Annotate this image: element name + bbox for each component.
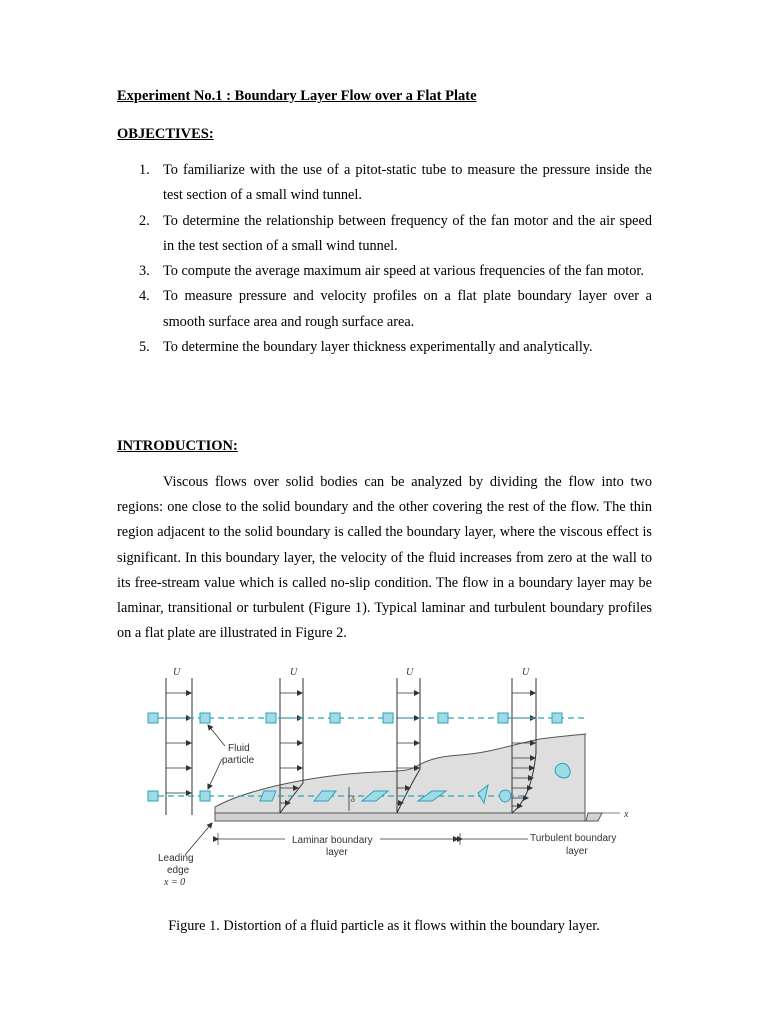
- leading-edge-pointer: [185, 823, 212, 855]
- leading-label: Leading: [158, 853, 194, 864]
- objectives-heading: OBJECTIVES:: [117, 126, 214, 142]
- u-label: U: [406, 667, 414, 678]
- figure-caption: Figure 1. Distortion of a fluid particle as it flows within the boundary layer.: [168, 918, 600, 934]
- list-number: 5.: [139, 339, 150, 356]
- particle-label: particle: [222, 755, 255, 766]
- introduction-heading: INTRODUCTION:: [117, 438, 238, 454]
- fluid-label: Fluid: [228, 743, 250, 754]
- list-item: [117, 335, 652, 360]
- u-label: U: [173, 667, 181, 678]
- list-number: 2.: [139, 212, 150, 229]
- list-number: 3.: [139, 263, 150, 280]
- list-number: 4.: [139, 288, 150, 305]
- list-item-text: To compute the average maximum air speed at various frequencies of the fan motor.: [163, 263, 644, 280]
- velocity-profile-leading: [166, 667, 192, 815]
- document-title: Experiment No.1 : Boundary Layer Flow over a Flat Plate: [117, 88, 477, 104]
- edge-label: edge: [167, 865, 190, 876]
- figure-svg: [140, 663, 640, 893]
- laminar-label-line2: layer: [326, 847, 348, 858]
- laminar-label: Laminar boundary: [292, 835, 373, 846]
- list-item: [117, 158, 652, 209]
- list-item-text: To familiarize with the use of a pitot-static tube to measure the pressure inside the test section of a small wind tunnel.: [163, 162, 652, 204]
- introduction-paragraph: Viscous flows over solid bodies can be analyzed by dividing the flow into two regions: one close to the solid boundary and the other covering the rest of the flow. The thin region adjacent to the solid boundary is called the boundary layer, where the viscous effect is significant. In this boundary layer, the velocity of the fluid increases from zero at the wall to its free-stream value which is called no-slip condition. The flow in a boundary layer may be laminar, transitional or turbulent (Figure 1). Typical laminar and turbulent boundary profiles on a flat plate are illustrated in Figure 2.: [117, 474, 652, 642]
- boundary-layer-figure: [140, 663, 640, 893]
- x-axis-label: x: [624, 809, 629, 820]
- list-item: [117, 284, 652, 335]
- list-item: [117, 209, 652, 260]
- u-label: U: [290, 667, 298, 678]
- plate-end: [586, 813, 602, 821]
- pointer-arrow: [208, 759, 222, 789]
- upper-fluid-particles: [148, 713, 562, 723]
- delta-label: δ: [351, 795, 355, 804]
- list-item-text: To determine the relationship between frequency of the fan motor and the air speed in the test section of a small wind tunnel.: [163, 212, 652, 254]
- pointer-arrow: [208, 725, 225, 746]
- flat-plate: [215, 813, 585, 821]
- list-item: [117, 259, 652, 284]
- x0-label: x = 0: [164, 877, 186, 888]
- u-label: U: [522, 667, 530, 678]
- turbulent-label-line2: layer: [566, 846, 588, 857]
- list-item-text: To determine the boundary layer thickness experimentally and analytically.: [163, 339, 593, 356]
- list-item-text: To measure pressure and velocity profiles on a flat plate boundary layer over a smooth surface area and rough surface area.: [163, 288, 652, 330]
- turbulent-label: Turbulent boundary: [530, 833, 617, 844]
- list-number: 1.: [139, 162, 150, 178]
- objectives-list: [117, 158, 652, 360]
